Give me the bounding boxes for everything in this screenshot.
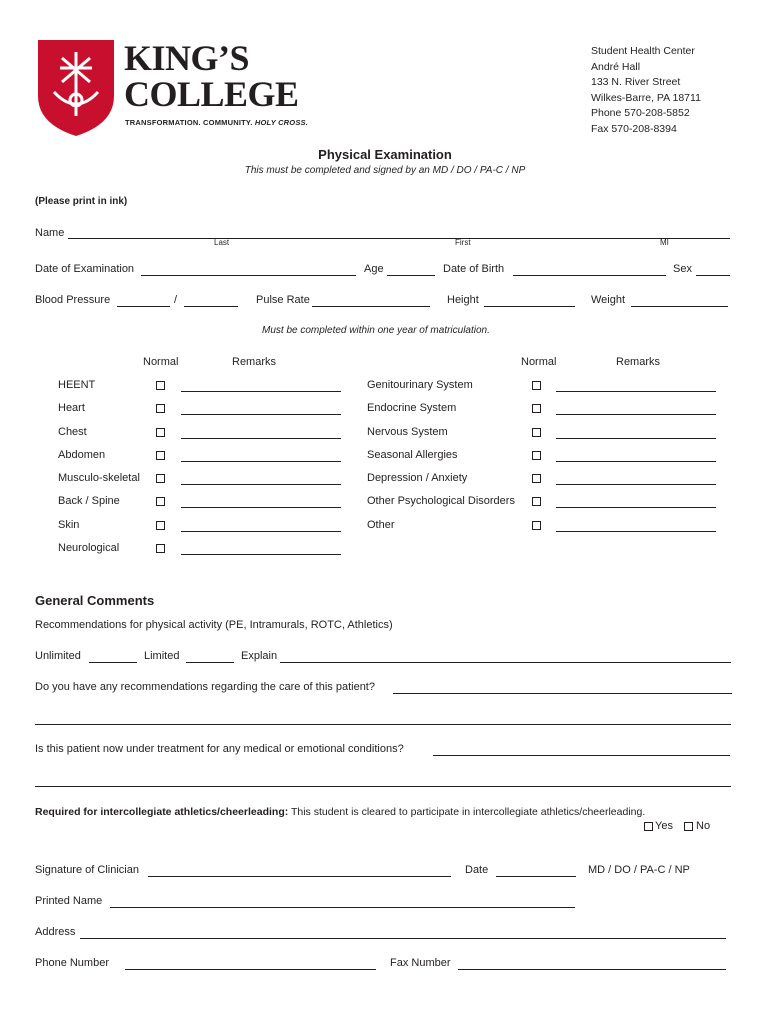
unlimited-field[interactable] <box>89 662 137 663</box>
skin-remarks-field[interactable] <box>181 531 341 532</box>
exam-item-skin: Skin <box>58 519 80 531</box>
other-normal-checkbox[interactable] <box>532 521 541 530</box>
dob-field[interactable] <box>513 275 666 276</box>
sex-label: Sex <box>673 263 692 275</box>
exam-item-nervous: Nervous System <box>367 426 448 438</box>
genitourinary-normal-checkbox[interactable] <box>532 381 541 390</box>
exam-item-abdomen: Abdomen <box>58 449 106 461</box>
other-psychological-normal-checkbox[interactable] <box>532 497 541 506</box>
date-exam-field[interactable] <box>141 275 356 276</box>
fax-label: Fax Number <box>390 957 451 969</box>
name-label: Name <box>35 227 65 239</box>
neurological-remarks-field[interactable] <box>181 554 341 555</box>
signature-date-label: Date <box>465 864 489 876</box>
athletics-clearance-statement: Required for intercollegiate athletics/cheerleading: This student is cleared to participate in intercollegiate athletics/cheerleading. <box>35 806 646 818</box>
musculo-skeletal-remarks-field[interactable] <box>181 484 341 485</box>
height-label: Height <box>447 294 479 306</box>
exam-item-genitourinary: Genitourinary System <box>367 379 473 391</box>
matriculation-note: Must be completed within one year of matriculation. <box>262 325 490 336</box>
form-title: Physical Examination <box>318 147 452 162</box>
phone-field[interactable] <box>125 969 376 970</box>
bp-diastolic-field[interactable] <box>184 306 238 307</box>
name-field[interactable] <box>68 238 730 239</box>
date-exam-label: Date of Examination <box>35 263 135 275</box>
treatment-answer-field-2[interactable] <box>35 786 731 787</box>
exam-item-other-psychological: Other Psychological Disorders <box>367 495 515 507</box>
explain-field[interactable] <box>280 662 731 663</box>
neurological-normal-checkbox[interactable] <box>156 544 165 553</box>
age-label: Age <box>364 263 384 275</box>
endocrine-normal-checkbox[interactable] <box>532 404 541 413</box>
treatment-question: Is this patient now under treatment for any medical or emotional conditions? <box>35 743 404 755</box>
pulse-field[interactable] <box>312 306 430 307</box>
treatment-answer-field[interactable] <box>433 755 730 756</box>
college-wordmark: KING’S COLLEGE <box>124 38 299 114</box>
limited-field[interactable] <box>186 662 234 663</box>
depression-anxiety-normal-checkbox[interactable] <box>532 474 541 483</box>
bp-systolic-field[interactable] <box>117 306 170 307</box>
address-field[interactable] <box>80 938 726 939</box>
care-answer-field[interactable] <box>393 693 732 694</box>
printed-name-label: Printed Name <box>35 895 103 907</box>
signature-date-field[interactable] <box>496 876 576 877</box>
endocrine-remarks-field[interactable] <box>556 414 716 415</box>
weight-label: Weight <box>591 294 626 306</box>
explain-label: Explain <box>241 650 278 662</box>
print-note: (Please print in ink) <box>35 196 128 207</box>
seasonal-allergies-remarks-field[interactable] <box>556 461 716 462</box>
chest-remarks-field[interactable] <box>181 438 341 439</box>
bp-separator: / <box>174 294 178 306</box>
heart-normal-checkbox[interactable] <box>156 404 165 413</box>
sex-field[interactable] <box>696 275 730 276</box>
clearance-yes-label: Yes <box>655 820 673 832</box>
activity-recommendations-label: Recommendations for physical activity (PE, Intramurals, ROTC, Athletics) <box>35 619 393 631</box>
pulse-label: Pulse Rate <box>256 294 310 306</box>
exam-item-other: Other <box>367 519 395 531</box>
kings-college-shield-logo <box>36 38 116 138</box>
exam-item-heart: Heart <box>58 402 85 414</box>
exam-item-musculo-skeletal: Musculo-skeletal <box>58 472 140 484</box>
skin-normal-checkbox[interactable] <box>156 521 165 530</box>
musculo-skeletal-normal-checkbox[interactable] <box>156 474 165 483</box>
clinician-credentials: MD / DO / PA-C / NP <box>588 864 690 876</box>
right-normal-header: Normal <box>521 356 557 368</box>
heent-remarks-field[interactable] <box>181 391 341 392</box>
exam-item-chest: Chest <box>58 426 87 438</box>
left-remarks-header: Remarks <box>232 356 277 368</box>
back-spine-normal-checkbox[interactable] <box>156 497 165 506</box>
seasonal-allergies-normal-checkbox[interactable] <box>532 451 541 460</box>
address-label: Address <box>35 926 76 938</box>
clearance-yes-checkbox[interactable] <box>644 822 653 831</box>
printed-name-field[interactable] <box>110 907 575 908</box>
depression-anxiety-remarks-field[interactable] <box>556 484 716 485</box>
college-tagline: TRANSFORMATION. COMMUNITY. HOLY CROSS. <box>125 118 309 127</box>
care-answer-field-2[interactable] <box>35 724 731 725</box>
height-field[interactable] <box>484 306 575 307</box>
general-comments-heading: General Comments <box>35 593 155 608</box>
weight-field[interactable] <box>631 306 728 307</box>
exam-item-seasonal-allergies: Seasonal Allergies <box>367 449 458 461</box>
back-spine-remarks-field[interactable] <box>181 507 341 508</box>
clearance-no-checkbox[interactable] <box>684 822 693 831</box>
right-remarks-header: Remarks <box>616 356 661 368</box>
chest-normal-checkbox[interactable] <box>156 428 165 437</box>
exam-item-heent: HEENT <box>58 379 96 391</box>
dob-label: Date of Birth <box>443 263 505 275</box>
phone-label: Phone Number <box>35 957 109 969</box>
heent-normal-checkbox[interactable] <box>156 381 165 390</box>
genitourinary-remarks-field[interactable] <box>556 391 716 392</box>
exam-item-neurological: Neurological <box>58 542 120 554</box>
clearance-no-label: No <box>696 820 711 832</box>
abdomen-normal-checkbox[interactable] <box>156 451 165 460</box>
clinician-signature-label: Signature of Clinician <box>35 864 139 876</box>
age-field[interactable] <box>387 275 435 276</box>
form-subtitle: This must be completed and signed by an MD / DO / PA-C / NP <box>244 165 526 176</box>
bp-label: Blood Pressure <box>35 294 111 306</box>
name-mi-caption: MI <box>660 238 669 247</box>
exam-item-back-spine: Back / Spine <box>58 495 120 507</box>
other-psychological-remarks-field[interactable] <box>556 507 716 508</box>
abdomen-remarks-field[interactable] <box>181 461 341 462</box>
clinician-signature-field[interactable] <box>148 876 451 877</box>
unlimited-label: Unlimited <box>35 650 81 662</box>
other-remarks-field[interactable] <box>556 531 716 532</box>
fax-field[interactable] <box>458 969 726 970</box>
limited-label: Limited <box>144 650 180 662</box>
nervous-remarks-field[interactable] <box>556 438 716 439</box>
health-center-address: Student Health Center André Hall 133 N. River Street Wilkes-Barre, PA 18711 Phone 570-208-5852 Fax 570-208-8394 <box>591 45 701 135</box>
name-first-caption: First <box>455 238 471 247</box>
care-question: Do you have any recommendations regarding the care of this patient? <box>35 681 375 693</box>
exam-item-endocrine: Endocrine System <box>367 402 457 414</box>
heart-remarks-field[interactable] <box>181 414 341 415</box>
nervous-normal-checkbox[interactable] <box>532 428 541 437</box>
exam-item-depression-anxiety: Depression / Anxiety <box>367 472 468 484</box>
left-normal-header: Normal <box>143 356 179 368</box>
name-last-caption: Last <box>214 238 230 247</box>
